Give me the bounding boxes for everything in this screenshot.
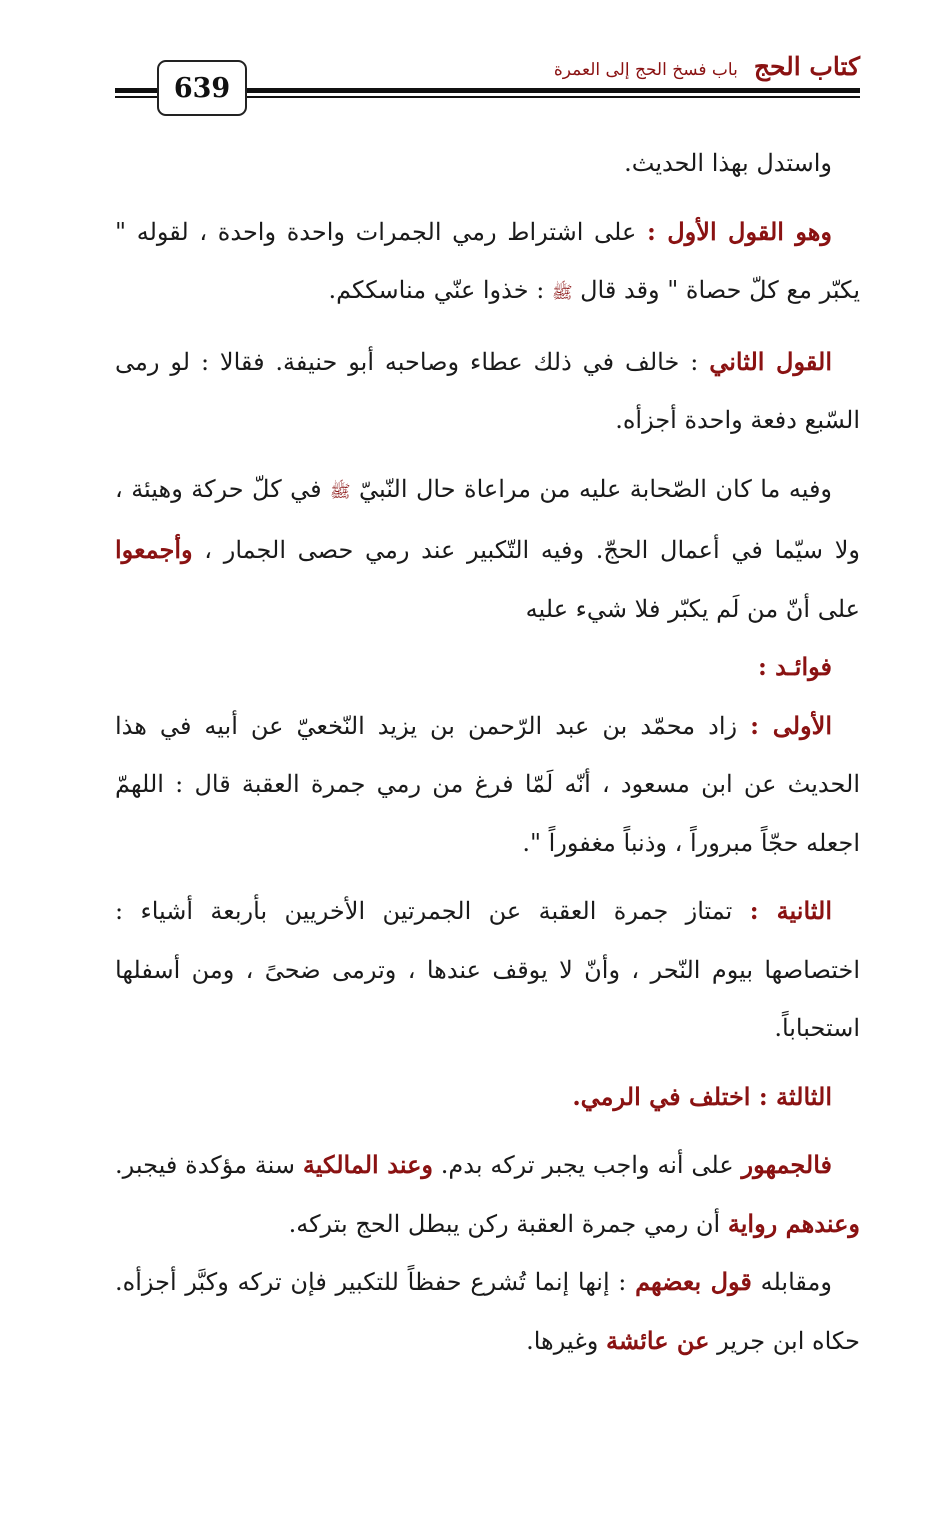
text: وغيرها.: [526, 1326, 606, 1355]
salutation-glyph: ﷺ: [551, 283, 573, 303]
text: على أنّ من لَم يكبّر فلا شيء عليه: [525, 594, 860, 623]
paragraph-1: [115, 134, 860, 193]
text: زاد محمّد بن عبد الرّحمن بن يزيد النّخعيّ عن أبيه في هذا الحديث عن ابن مسعود ، أنّه لَمّا فرغ من رمي جمرة العقبة قال : اللهمّ اجعله حجّاً مبروراً ، وذنباً مغفوراً ".: [115, 711, 860, 857]
keyword-aisha: عن عائشة: [605, 1325, 710, 1355]
page-number: 639: [157, 60, 247, 116]
paragraph-4: [115, 460, 860, 639]
salutation-glyph: ﷺ: [330, 481, 351, 502]
keyword-riwaya: وعندهم رواية: [727, 1208, 860, 1238]
heading-first-opinion: وهو القول الأول :: [646, 216, 832, 246]
text: على أنه واجب يجبر تركه بدم.: [432, 1151, 742, 1179]
keyword-majority: فالجمهور: [741, 1150, 832, 1179]
keyword-malikiyya: وعند المالكية: [302, 1150, 433, 1179]
text: واستدل بهذا الحديث.: [624, 149, 832, 177]
keyword-some-say: قول بعضهم: [635, 1267, 752, 1296]
text: على اشتراط رمي الجمرات واحدة واحدة ، لقوله " يكبّر مع كلّ حصاة " وقد قال: [115, 217, 860, 304]
paragraph-7: [115, 882, 860, 1058]
heading-first: الأولى :: [750, 710, 833, 740]
text: في كلّ حركة وهيئة ، ولا سيّما في أعمال الحجّ. وفيه التّكبير عند رمي حصى الجمار ،: [115, 474, 860, 564]
text: : خالف في ذلك عطاء وصاحبه أبو حنيفة. فقالا : لو رمى السّبع دفعة واحدة أجزأه.: [115, 347, 860, 434]
page-header: [115, 52, 860, 124]
heading-second-opinion: القول الثاني: [709, 346, 832, 376]
heading-benefits: فوائـد :: [757, 652, 832, 681]
paragraph-8: [115, 1068, 860, 1127]
paragraph-9: [115, 1136, 860, 1253]
heading-third: الثالثة : اختلف في الرمي.: [572, 1081, 832, 1111]
text: أن رمي جمرة العقبة ركن يبطل الحج بتركه.: [288, 1209, 728, 1238]
text: ومقابله: [751, 1268, 832, 1296]
paragraph-10: [115, 1253, 860, 1370]
text: تمتاز جمرة العقبة عن الجمرتين الأخريين بأربعة أشياء : اختصاصها بيوم النّحر ، وأنّ لا يوقف عندها ، وترمى ضحىً ، ومن أسفلها استحباباً.: [115, 897, 860, 1042]
paragraph-6: [115, 697, 860, 873]
book-title: كتاب الحج: [753, 52, 860, 81]
text: وفيه ما كان الصّحابة عليه من مراعاة حال النّبيّ: [350, 474, 833, 503]
heading-second: الثانية :: [749, 896, 832, 925]
page-body: [115, 134, 860, 1370]
chapter-title: باب فسخ الحج إلى العمرة: [553, 60, 738, 80]
text: سنة مؤكدة فيجبر.: [115, 1151, 303, 1179]
paragraph-3: [115, 333, 860, 450]
paragraph-2: [115, 203, 860, 323]
text: : إنها إنما تُشرع حفظاً للتكبير فإن تركه وكبَّر أجزأه. حكاه ابن جرير: [115, 1268, 860, 1355]
paragraph-5: [115, 638, 860, 697]
running-title: [554, 52, 860, 81]
text: : خذوا عنّي مناسككم.: [328, 276, 552, 304]
keyword-ijma: وأجمعوا: [115, 535, 193, 564]
